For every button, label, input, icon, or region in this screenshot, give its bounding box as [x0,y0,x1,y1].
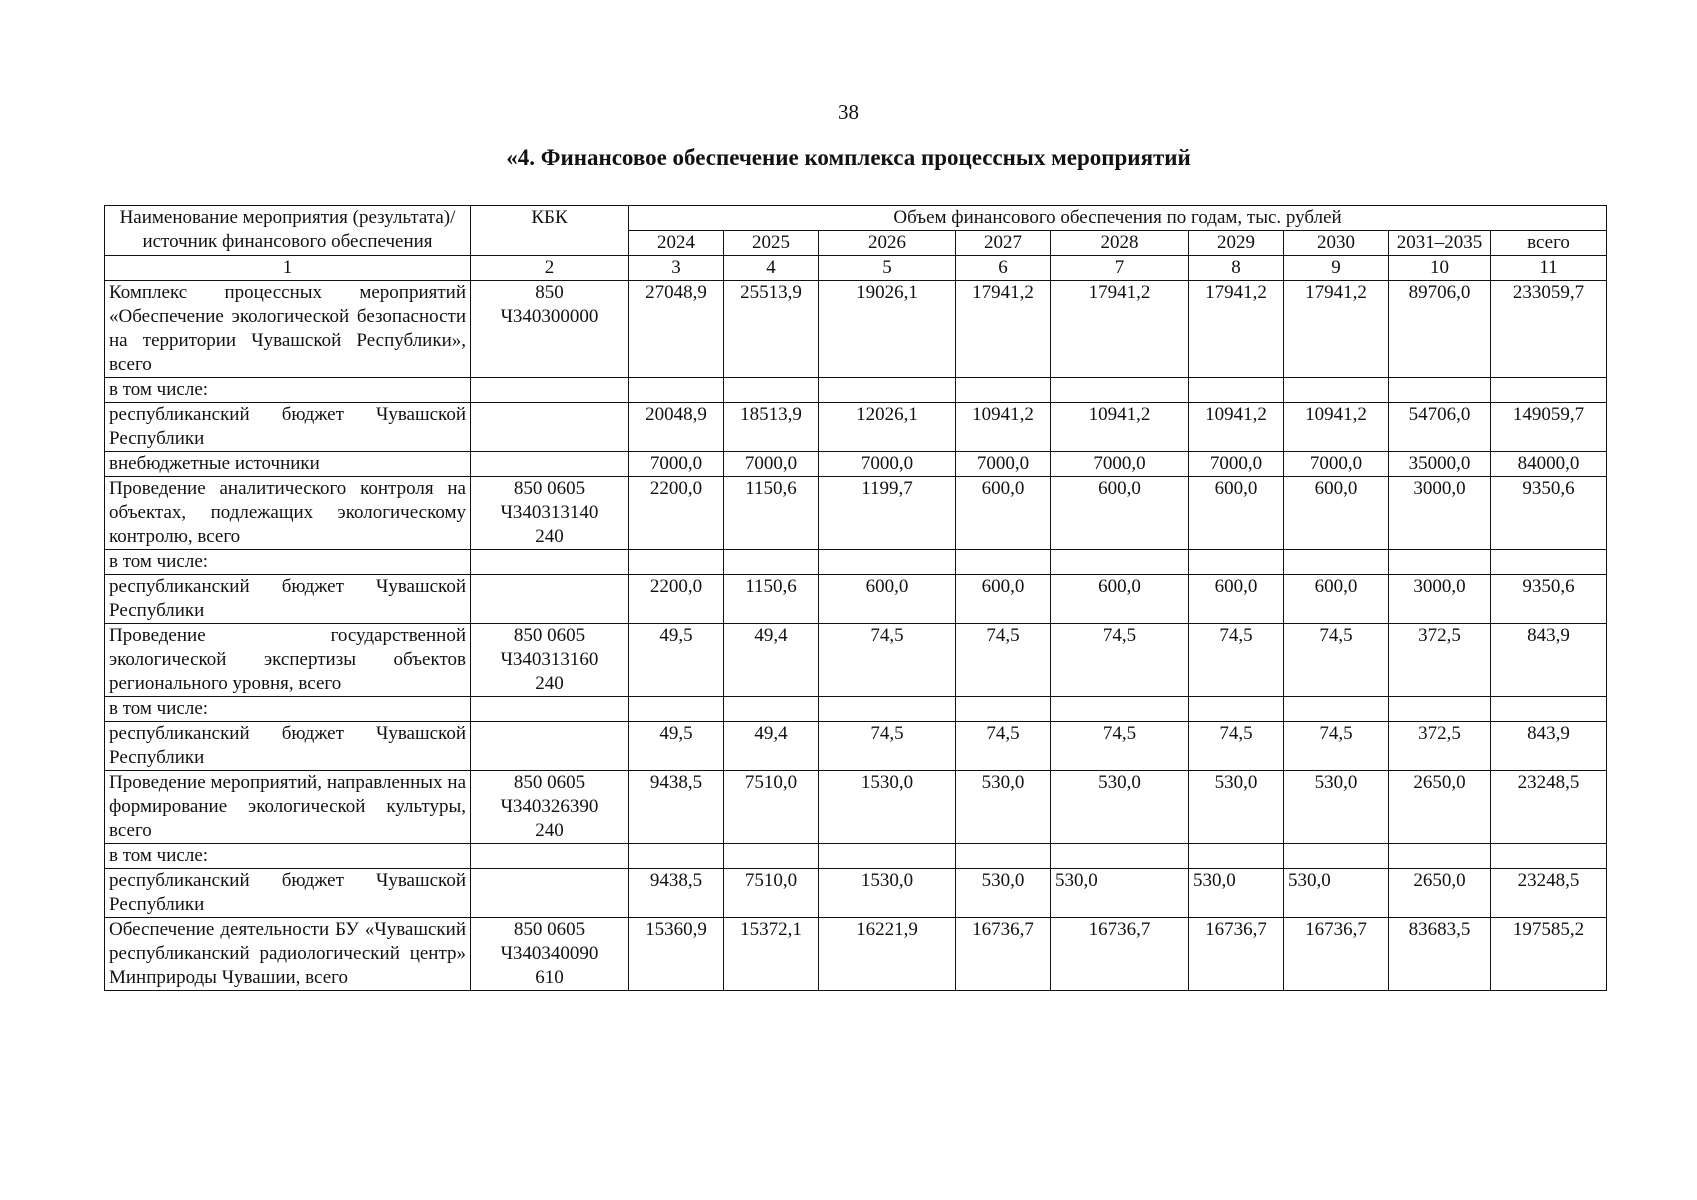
row-value: 7510,0 [724,869,819,918]
row-value: 74,5 [1189,624,1284,697]
row-kbk [471,918,629,991]
header-volume: Объем финансового обеспечения по годам, тыс. рублей [629,206,1607,231]
row-value: 16736,7 [1189,918,1284,991]
row-total [1491,844,1607,869]
row-name: республиканский бюджет Чувашской Республики [105,722,471,771]
row-value: 1530,0 [819,869,956,918]
column-number: 11 [1491,256,1607,281]
row-value: 10941,2 [1189,403,1284,452]
row-value: 10941,2 [956,403,1051,452]
kbk-line: 850 [535,282,564,303]
row-value: 372,5 [1389,624,1491,697]
row-value [956,378,1051,403]
row-total: 9350,6 [1491,575,1607,624]
row-kbk [471,281,629,378]
row-value: 17941,2 [1051,281,1189,378]
kbk-line: 240 [535,526,564,547]
row-value [956,697,1051,722]
row-value: 3000,0 [1389,575,1491,624]
row-value: 600,0 [956,477,1051,550]
row-value: 10941,2 [1051,403,1189,452]
table-row [105,697,1607,722]
row-total: 9350,6 [1491,477,1607,550]
row-value: 372,5 [1389,722,1491,771]
header-year: 2025 [724,231,819,256]
row-total: 843,9 [1491,624,1607,697]
row-value [1189,378,1284,403]
column-number: 5 [819,256,956,281]
row-value [956,844,1051,869]
table-row [105,281,1607,378]
column-number: 8 [1189,256,1284,281]
row-name: республиканский бюджет Чувашской Республики [105,575,471,624]
row-value [724,844,819,869]
header-year: 2028 [1051,231,1189,256]
row-value [1189,844,1284,869]
table-row [105,452,1607,477]
row-value: 600,0 [1189,477,1284,550]
row-value [1389,697,1491,722]
row-value: 89706,0 [1389,281,1491,378]
row-value [1284,378,1389,403]
row-total: 149059,7 [1491,403,1607,452]
row-name: Проведение государственной экологической экспертизы объектов регионального уровня, всего [105,624,471,697]
row-value: 74,5 [1051,722,1189,771]
header-year: 2031–2035 [1389,231,1491,256]
row-value: 17941,2 [1284,281,1389,378]
row-value [724,697,819,722]
row-total: 84000,0 [1491,452,1607,477]
row-value: 16221,9 [819,918,956,991]
row-kbk [471,378,629,403]
row-value [629,697,724,722]
row-value: 16736,7 [1051,918,1189,991]
row-name: Обеспечение деятельности БУ «Чувашский республиканский радиологический центр» Минприроды Чувашии, всего [105,918,471,991]
row-value: 530,0 [956,771,1051,844]
kbk-line: Ч340326390 [500,796,599,817]
row-value: 530,0 [1189,869,1284,918]
row-value: 18513,9 [724,403,819,452]
row-value: 530,0 [1284,869,1389,918]
row-value: 600,0 [819,575,956,624]
row-value: 20048,9 [629,403,724,452]
row-kbk [471,403,629,452]
row-kbk [471,869,629,918]
row-value: 530,0 [1284,771,1389,844]
row-name: Проведение аналитического контроля на объектах, подлежащих экологическому контролю, всего [105,477,471,550]
row-value [1051,697,1189,722]
column-number-row [105,256,1607,281]
table-row [105,918,1607,991]
row-name: Проведение мероприятий, направленных на формирование экологической культуры, всего [105,771,471,844]
table-row [105,844,1607,869]
row-value: 49,4 [724,624,819,697]
row-total [1491,697,1607,722]
row-total: 23248,5 [1491,869,1607,918]
row-name: в том числе: [105,550,471,575]
row-value [1389,844,1491,869]
row-value: 74,5 [956,722,1051,771]
table-row [105,624,1607,697]
row-value: 2650,0 [1389,771,1491,844]
row-value [1389,550,1491,575]
kbk-line: Ч340313140 [500,502,599,523]
row-value: 530,0 [1051,869,1189,918]
row-value: 7510,0 [724,771,819,844]
column-number: 3 [629,256,724,281]
row-name: республиканский бюджет Чувашской Республики [105,869,471,918]
row-value: 600,0 [1051,477,1189,550]
row-value [819,844,956,869]
header-year: 2030 [1284,231,1389,256]
row-total: 843,9 [1491,722,1607,771]
table-row [105,771,1607,844]
row-kbk [471,550,629,575]
kbk-line: 240 [535,820,564,841]
row-value: 3000,0 [1389,477,1491,550]
row-value: 7000,0 [1051,452,1189,477]
row-value: 530,0 [956,869,1051,918]
header-year: 2027 [956,231,1051,256]
kbk-line: Ч340300000 [500,306,599,327]
row-value: 16736,7 [956,918,1051,991]
row-value: 17941,2 [956,281,1051,378]
row-kbk [471,697,629,722]
kbk-line: 850 0605 [513,625,586,646]
row-value [1284,844,1389,869]
row-total: 23248,5 [1491,771,1607,844]
row-value [1284,550,1389,575]
row-value [819,697,956,722]
row-value [629,844,724,869]
header-year: 2026 [819,231,956,256]
row-total [1491,378,1607,403]
row-value: 74,5 [819,722,956,771]
row-value: 16736,7 [1284,918,1389,991]
row-value [629,378,724,403]
column-number: 4 [724,256,819,281]
row-value: 600,0 [1051,575,1189,624]
column-number: 2 [471,256,629,281]
kbk-line: 850 0605 [513,772,586,793]
page-number: 38 [838,100,859,124]
kbk-line: 850 0605 [513,919,586,940]
column-number: 6 [956,256,1051,281]
row-value: 2200,0 [629,477,724,550]
header-year: 2024 [629,231,724,256]
row-value [1189,697,1284,722]
row-value: 530,0 [1051,771,1189,844]
row-value: 25513,9 [724,281,819,378]
table-row [105,378,1607,403]
row-value: 74,5 [1284,624,1389,697]
table-row [105,477,1607,550]
row-value: 2650,0 [1389,869,1491,918]
row-value: 74,5 [1051,624,1189,697]
kbk-line: 240 [535,673,564,694]
row-name: в том числе: [105,378,471,403]
row-value: 83683,5 [1389,918,1491,991]
row-value: 2200,0 [629,575,724,624]
row-value: 1150,6 [724,575,819,624]
row-value: 1150,6 [724,477,819,550]
row-value: 600,0 [1284,477,1389,550]
section-title: «4. Финансовое обеспечение комплекса процессных мероприятий [506,145,1191,170]
row-value: 17941,2 [1189,281,1284,378]
row-value [956,550,1051,575]
row-kbk [471,477,629,550]
row-value: 9438,5 [629,771,724,844]
kbk-line: Ч340313160 [500,649,599,670]
table-row [105,575,1607,624]
row-value: 19026,1 [819,281,956,378]
row-name: в том числе: [105,844,471,869]
row-value: 7000,0 [629,452,724,477]
kbk-line: Ч340340090 [500,943,599,964]
row-value [819,378,956,403]
row-value: 530,0 [1189,771,1284,844]
row-value: 9438,5 [629,869,724,918]
row-kbk [471,624,629,697]
row-value: 49,4 [724,722,819,771]
header-name: Наименование мероприятия (результата)/источник финансового обеспечения [105,206,471,256]
row-value: 35000,0 [1389,452,1491,477]
row-value [724,550,819,575]
row-value: 74,5 [1189,722,1284,771]
row-value: 7000,0 [1189,452,1284,477]
row-value: 49,5 [629,722,724,771]
header-kbk: КБК [471,206,629,256]
row-name: в том числе: [105,697,471,722]
kbk-line: 850 0605 [513,478,586,499]
row-value: 7000,0 [956,452,1051,477]
row-value [1051,844,1189,869]
row-value [1051,550,1189,575]
row-value: 54706,0 [1389,403,1491,452]
kbk-line: 610 [535,967,564,988]
row-total [1491,550,1607,575]
row-name: внебюджетные источники [105,452,471,477]
row-value: 74,5 [1284,722,1389,771]
row-value: 12026,1 [819,403,956,452]
row-kbk [471,722,629,771]
row-kbk [471,771,629,844]
row-value: 600,0 [1284,575,1389,624]
row-value: 49,5 [629,624,724,697]
row-value [819,550,956,575]
row-kbk [471,844,629,869]
row-value: 600,0 [956,575,1051,624]
table-row [105,869,1607,918]
row-name: Комплекс процессных мероприятий «Обеспечение экологической безопасности на территории Чувашской Республики», всего [105,281,471,378]
row-value: 7000,0 [1284,452,1389,477]
row-value: 600,0 [1189,575,1284,624]
row-value [724,378,819,403]
column-number: 1 [105,256,471,281]
row-value [629,550,724,575]
row-value: 1530,0 [819,771,956,844]
row-value: 15372,1 [724,918,819,991]
row-value: 27048,9 [629,281,724,378]
row-value [1189,550,1284,575]
table-row [105,550,1607,575]
row-value: 7000,0 [819,452,956,477]
column-number: 7 [1051,256,1189,281]
row-value: 74,5 [819,624,956,697]
header-year: 2029 [1189,231,1284,256]
row-total: 233059,7 [1491,281,1607,378]
row-value: 10941,2 [1284,403,1389,452]
row-value [1284,697,1389,722]
row-value: 1199,7 [819,477,956,550]
row-kbk [471,575,629,624]
table-row [105,722,1607,771]
header-total: всего [1491,231,1607,256]
row-value [1051,378,1189,403]
row-name: республиканский бюджет Чувашской Республики [105,403,471,452]
table-row [105,403,1607,452]
financing-table [104,205,1607,991]
row-kbk [471,452,629,477]
row-value: 7000,0 [724,452,819,477]
column-number: 10 [1389,256,1491,281]
row-value [1389,378,1491,403]
column-number: 9 [1284,256,1389,281]
table-body [105,281,1607,991]
row-value: 74,5 [956,624,1051,697]
row-value: 15360,9 [629,918,724,991]
row-total: 197585,2 [1491,918,1607,991]
